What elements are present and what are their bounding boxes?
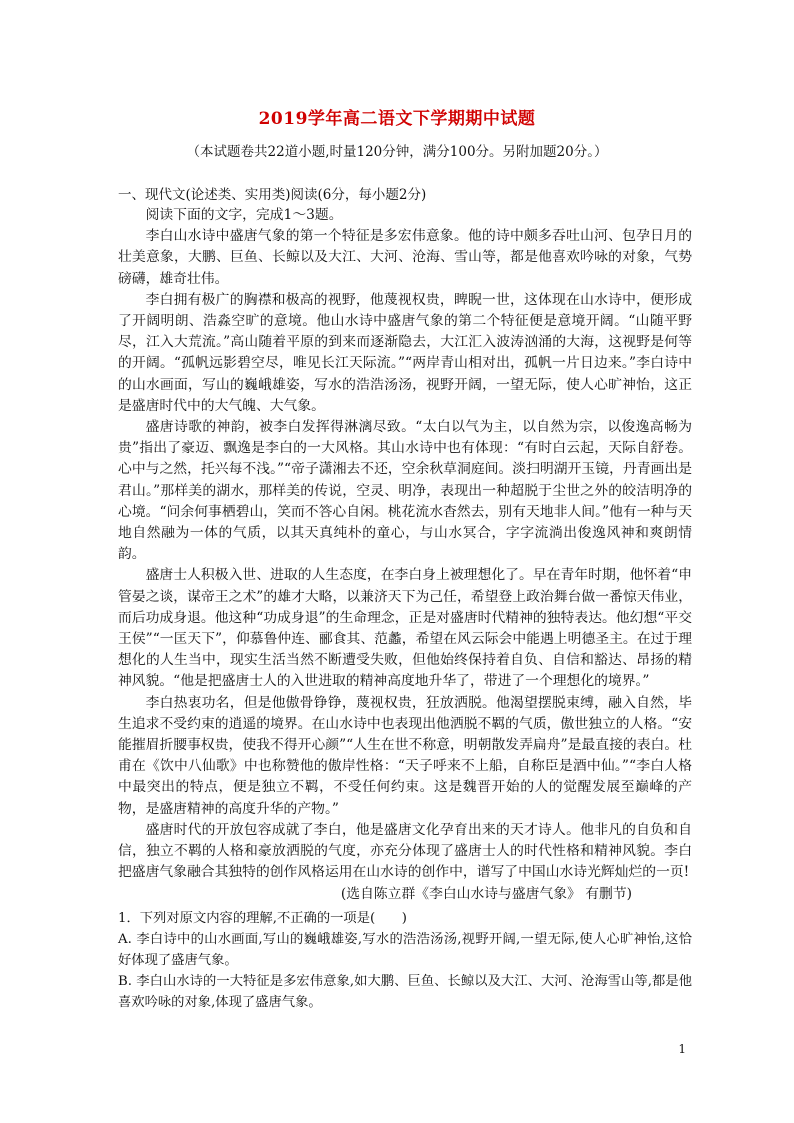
paragraph: 李白热衷功名，但是他傲骨铮铮，蔑视权贵，狂放洒脱。他渴望摆脱束缚，融入自然，毕生追求不受约束的逍遥的境界。在山水诗中也表现出他洒脱不羁的气质，傲世独立的人格。“安能摧眉折腰事权贵，使我不得开心颜”“人生在世不称意，明朝散发弄扁舟”是最直接的表白。杜甫在《饮中八仙歌》中也称赞他的傲岸性格：“天子呼来不上船，自称臣是酒中仙。”“李白人格中最突出的特点，便是独立不羁，不受任何约束。这是魏晋开始的人的觉醒发展至巅峰的产物，是盛唐精神的高度升华的产物。” [118,694,692,817]
paragraph: 李白拥有极广的胸襟和极高的视野，他蔑视权贵，睥睨一世，这体现在山水诗中，便形成了开阔明朗、浩淼空旷的意境。他山水诗中盛唐气象的第二个特征便是意境开阔。“山随平野尽，江入大荒流。”高山随着平原的到来而逐渐隐去，大江汇入波涛汹涌的大海，这视野是何等的开阔。“孤帆远影碧空尽，唯见长江天际流。”“两岸青山相对出，孤帆一片日边来。”李白诗中的山水画面，写山的巍峨雄姿，写水的浩浩汤汤，视野开阔，一望无际，使人心旷神怡，这正是盛唐时代中的大气魄、大气象。 [118,291,692,414]
passage-source: (选自陈立群《李白山水诗与盛唐气象》 有删节) [340,885,632,902]
reading-passage [118,205,692,905]
paragraph: 盛唐时代的开放包容成就了李白，他是盛唐文化孕育出来的天才诗人。他非凡的自负和自信，独立不羁的人格和豪放洒脱的气度，亦充分体现了盛唐士人的时代性格和精神风貌。李白把盛唐气象融合其独特的创作风格运用在山水诗的创作中，谱写了中国山水诗光辉灿烂的一页! [118,821,692,881]
paragraph: 李白山水诗中盛唐气象的第一个特征是多宏伟意象。他的诗中颇多吞吐山河、包孕日月的壮美意象，大鹏、巨鱼、长鲸以及大江、大河、沧海、雪山等，都是他喜欢吟咏的对象，气势磅礴，雄奇壮伟。 [118,228,692,287]
paragraph: 盛唐诗歌的神韵，被李白发挥得淋漓尽致。“太白以气为主，以自然为宗，以俊逸高畅为贵”指出了豪迈、飘逸是李白的一大风格。其山水诗中也有体现：“有时白云起，天际自舒卷。心中与之然，托兴每不浅。”“帝子潇湘去不还，空余秋草洞庭间。淡扫明湖开玉镜，丹青画出是君山。”那样美的湖水，那样美的传说，空灵、明净，表现出一种超脱于尘世之外的皎洁明净的心境。“问余何事栖碧山，笑而不答心自闲。桃花流水杳然去，别有天地非人间。”他有一种与天地自然融为一体的气质，以其天真纯朴的童心，与山水冥合，字字流淌出俊逸风神和爽朗情韵。 [118,419,692,563]
question-stem: 1．下列对原文内容的理解,不正确的一项是( ) [118,911,407,926]
exam-subtitle: （本试题卷共22道小题,时量120分钟，满分100分。另附加题20分。） [186,144,608,160]
option-a: A. 李白诗中的山水画面,写山的巍峨雄姿,写水的浩浩汤汤,视野开阔,一望无际,使人心旷神怡,这恰好体现了盛唐气象。 [118,932,692,968]
exam-title: 2019学年高二语文下学期期中试题 [258,109,536,129]
paragraph: 盛唐士人积极入世、进取的人生态度，在李白身上被理想化了。早在青年时期，他怀着“申管晏之谈，谋帝王之术”的雄才大略，以兼济天下为己任，希望登上政治舞台做一番惊天伟业，而后功成身退。他这种“功成身退”的生命理念，正是对盛唐时代精神的独特表达。他幻想“平交王侯”“一匡天下”，仰慕鲁仲连、郦食其、范蠡，希望在风云际会中能遇上明德圣主。在过于理想化的人生当中，现实生活当然不断遭受失败，但他始终保持着自负、自信和豁达、昂扬的精神风貌。“他是把盛唐士人的入世进取的精神高度地升华了，带进了一个理想化的境界。” [118,567,692,690]
section-heading: 一、现代文(论述类、实用类)阅读(6分，每小题2分) [118,187,427,203]
page-number: 1 [678,1042,686,1056]
question-block [118,908,692,1013]
option-b: B. 李白山水诗的一大特征是多宏伟意象,如大鹏、巨鱼、长鲸以及大江、大河、沧海雪山等,都是他喜欢吟咏的对象,体现了盛唐气象。 [118,974,692,1010]
instruction: 阅读下面的文字，完成1～3题。 [145,207,343,223]
